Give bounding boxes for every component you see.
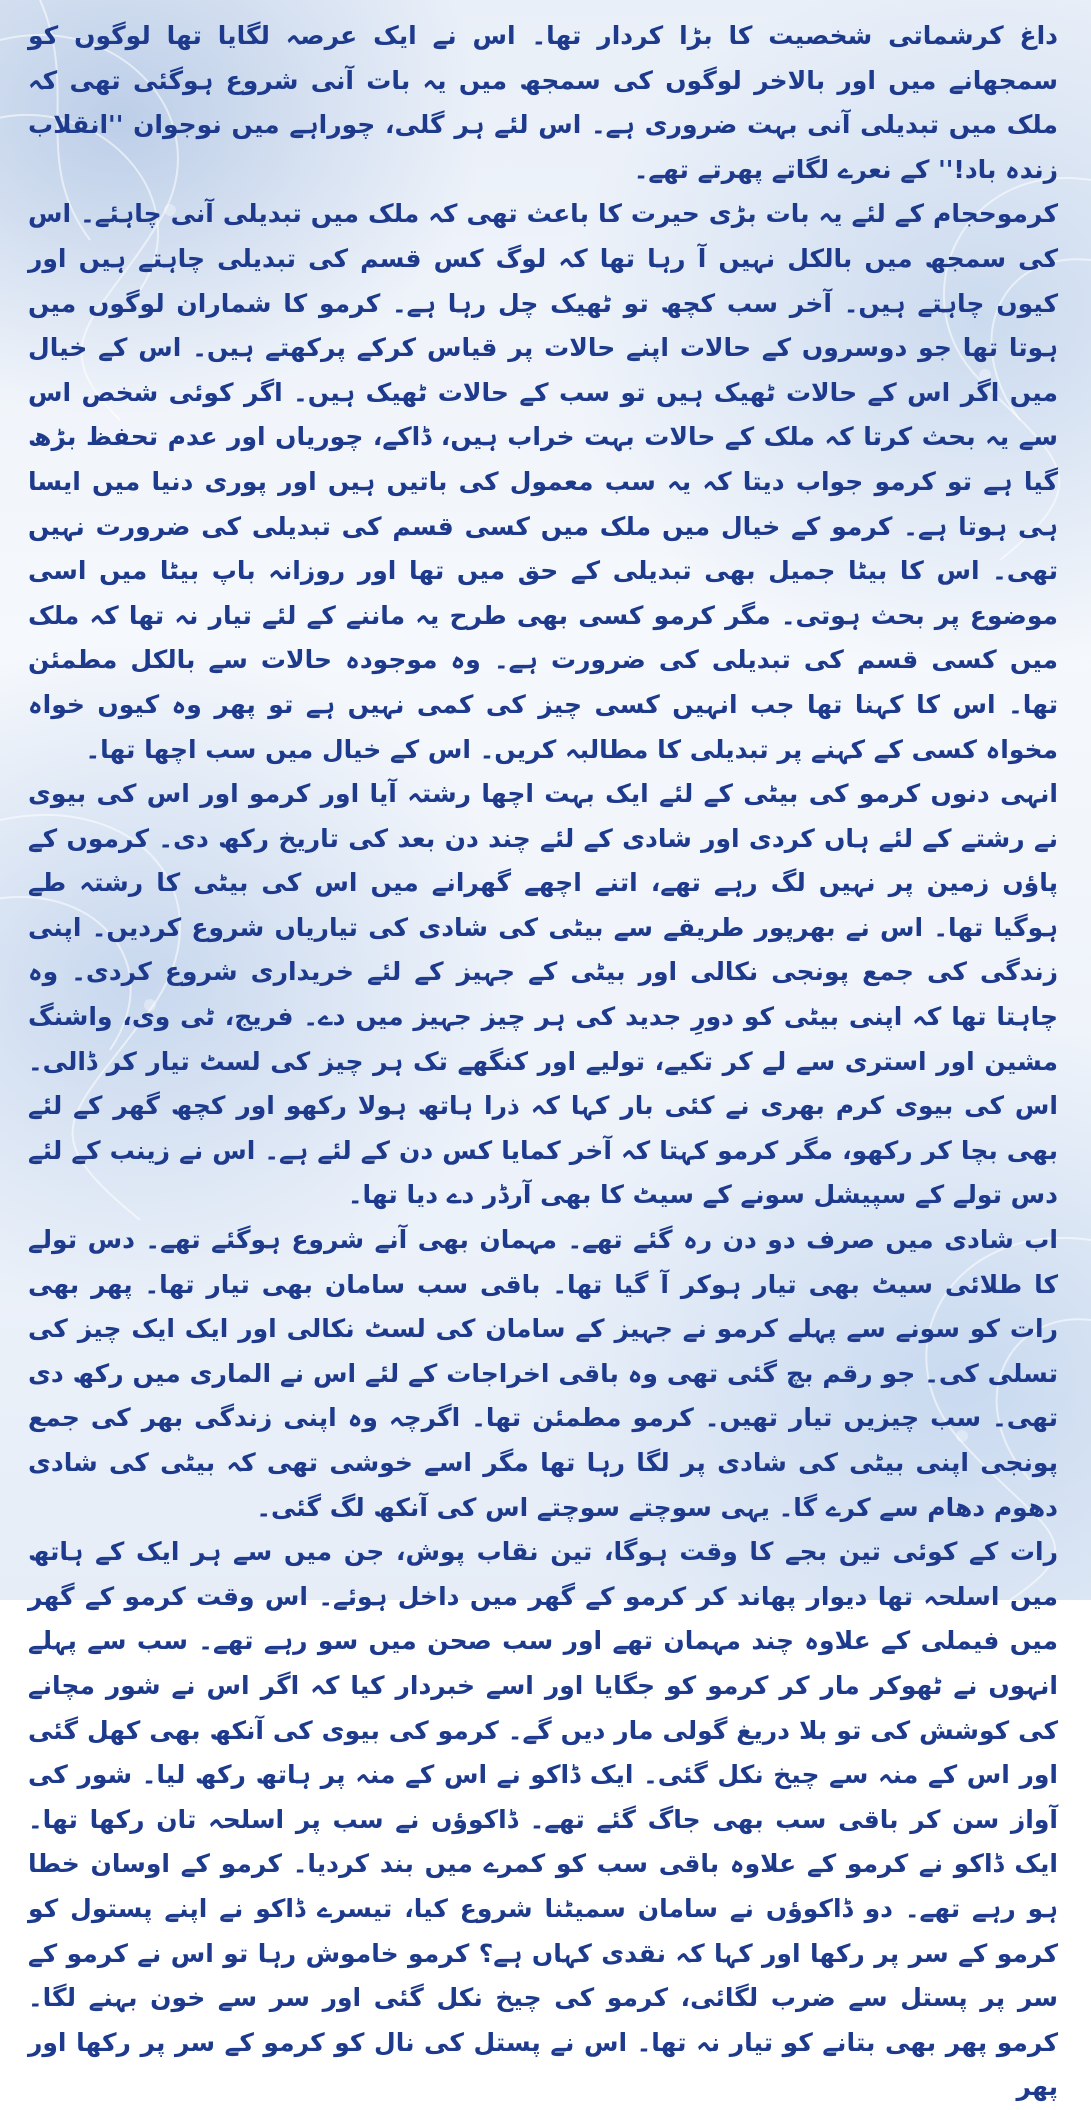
- story-text: [28, 14, 1058, 2110]
- paragraph-5: رات کے کوئی تین بجے کا وقت ہوگا، تین نقاب پوش، جن میں سے ہر ایک کے ہاتھ میں اسلحہ تھا دیوار پھاند کر کرمو کے گھر میں داخل ہوئے۔ اس وقت کرمو کے گھر میں فیملی کے علاوہ چند مہمان تھے اور سب صحن میں سو رہے تھے۔ سب سے پہلے انہوں نے ٹھوکر مار کر کرمو کو جگایا اور اسے خبردار کیا کہ اگر اس نے شور مچانے کی کوشش کی تو بلا دریغ گولی مار دیں گے۔ کرمو کی بیوی کی آنکھ بھی کھل گئی اور اس کے منہ سے چیخ نکل گئی۔ ایک ڈاکو نے اس کے منہ پر ہاتھ رکھ لیا۔ شور کی آواز سن کر باقی سب بھی جاگ گئے تھے۔ ڈاکوؤں نے سب پر اسلحہ تان رکھا تھا۔ ایک ڈاکو نے کرمو کے علاوہ باقی سب کو کمرے میں بند کردیا۔ کرمو کے اوسان خطا ہو رہے تھے۔ دو ڈاکوؤں نے سامان سمیٹنا شروع کیا، تیسرے ڈاکو نے اپنے پستول کو کرمو کے سر پر رکھا اور کہا کہ نقدی کہاں ہے؟ کرمو خاموش رہا تو اس نے کرمو کے سر پر پستل سے ضرب لگائی، کرمو کی چیخ نکل گئی اور سر سے خون بہنے لگا۔ کرمو پھر بھی بتانے کو تیار نہ تھا۔ اس نے پستل کی نال کو کرمو کے سر پر رکھا اور پھر: [28, 1537, 1058, 2102]
- paragraph-1: داغ کرشماتی شخصیت کا بڑا کردار تھا۔ اس نے ایک عرصہ لگایا تھا لوگوں کو سمجھانے میں اور بالاخر لوگوں کی سمجھ میں یہ بات آنی شروع ہوگئی تھی کہ ملک میں تبدیلی آنی بہت ضروری ہے۔ اس لئے ہر گلی، چوراہے میں نوجوان ''انقلاب زندہ باد!'' کے نعرے لگاتے پھرتے تھے۔: [28, 21, 1058, 184]
- paragraph-2: کرموحجام کے لئے یہ بات بڑی حیرت کا باعث تھی کہ ملک میں تبدیلی آنی چاہئے۔ اس کی سمجھ میں بالکل نہیں آ رہا تھا کہ لوگ کس قسم کی تبدیلی چاہتے ہیں اور کیوں چاہتے ہیں۔ آخر سب کچھ تو ٹھیک چل رہا ہے۔ کرمو کا شماران لوگوں میں ہوتا تھا جو دوسروں کے حالات اپنے حالات پر قیاس کرکے پرکھتے ہیں۔ اس کے خیال میں اگر اس کے حالات ٹھیک ہیں تو سب کے حالات ٹھیک ہیں۔ اگر کوئی شخص اس سے یہ بحث کرتا کہ ملک کے حالات بہت خراب ہیں، ڈاکے، چوریاں اور عدم تحفظ بڑھ گیا ہے تو کرمو جواب دیتا کہ یہ سب معمول کی باتیں ہیں اور پوری دنیا میں ایسا ہی ہوتا ہے۔ کرمو کے خیال میں ملک میں کسی قسم کی تبدیلی کی ضرورت نہیں تھی۔ اس کا بیٹا جمیل بھی تبدیلی کے حق میں تھا اور روزانہ باپ بیٹا میں اسی موضوع پر بحث ہوتی۔ مگر کرمو کسی بھی طرح یہ ماننے کے لئے تیار نہ تھا کہ ملک میں کسی قسم کی تبدیلی کی ضرورت ہے۔ وہ موجودہ حالات سے بالکل مطمئن تھا۔ اس کا کہنا تھا جب انہیں کسی چیز کی کمی نہیں ہے تو پھر وہ کیوں خواہ مخواہ کسی کے کہنے پر تبدیلی کا مطالبہ کریں۔ اس کے خیال میں سب اچھا تھا۔: [28, 199, 1058, 764]
- paragraph-3: انہی دنوں کرمو کی بیٹی کے لئے ایک بہت اچھا رشتہ آیا اور کرمو اور اس کی بیوی نے رشتے کے لئے ہاں کردی اور شادی کے لئے چند دن بعد کی تاریخ رکھ دی۔ کرموں کے پاؤں زمین پر نہیں لگ رہے تھے، اتنے اچھے گھرانے میں اس کی بیٹی کا رشتہ طے ہوگیا تھا۔ اس نے بھرپور طریقے سے بیٹی کی شادی کی تیاریاں شروع کردیں۔ اپنی زندگی کی جمع پونجی نکالی اور بیٹی کے جہیز کے لئے خریداری شروع کردی۔ وہ چاہتا تھا کہ اپنی بیٹی کو دورِ جدید کی ہر چیز جہیز میں دے۔ فریج، ٹی وی، واشنگ مشین اور استری سے لے کر تکیے، تولیے اور کنگھے تک ہر چیز کی لسٹ تیار کر ڈالی۔ اس کی بیوی کرم بھری نے کئی بار کہا کہ ذرا ہاتھ ہولا رکھو اور کچھ گھر کے لئے بھی بچا کر رکھو، مگر کرمو کہتا کہ آخر کمایا کس دن کے لئے ہے۔ اس نے زینب کے لئے دس تولے کے سپیشل سونے کے سیٹ کا بھی آرڈر دے دیا تھا۔: [28, 779, 1058, 1210]
- paragraph-4: اب شادی میں صرف دو دن رہ گئے تھے۔ مہمان بھی آنے شروع ہوگئے تھے۔ دس تولے کا طلائی سیٹ بھی تیار ہوکر آ گیا تھا۔ باقی سب سامان بھی تیار تھا۔ پھر بھی رات کو سونے سے پہلے کرمو نے جہیز کے سامان کی لسٹ نکالی اور ایک ایک چیز کی تسلی کی۔ جو رقم بچ گئی تھی وہ باقی اخراجات کے لئے اس نے الماری میں رکھ دی تھی۔ سب چیزیں تیار تھیں۔ کرمو مطمئن تھا۔ اگرچہ وہ اپنی زندگی بھر کی جمع پونجی اپنی بیٹی کی شادی پر لگا رہا تھا مگر اسے خوشی تھی کہ بیٹی کی شادی دھوم دھام سے کرے گا۔ یہی سوچتے سوچتے اس کی آنکھ لگ گئی۔: [28, 1225, 1058, 1522]
